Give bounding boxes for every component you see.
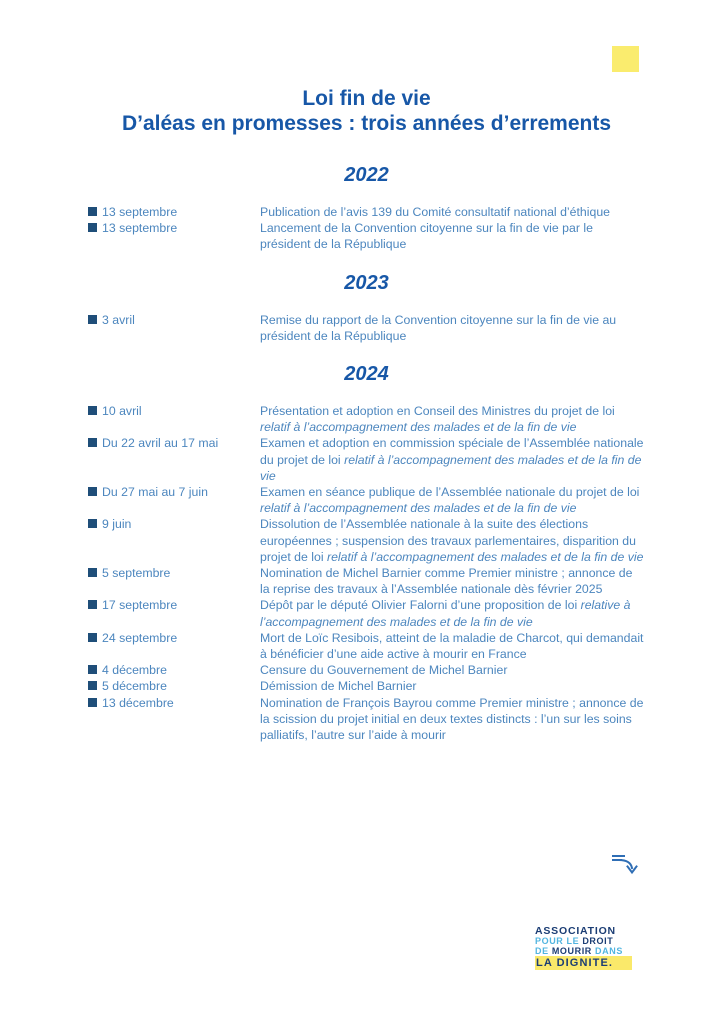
bullet-square-icon (88, 315, 97, 324)
entry-date: 5 septembre (102, 566, 171, 581)
entry-date-cell (88, 516, 260, 565)
bullet-square-icon (88, 223, 97, 232)
logo-text-light: DANS (595, 946, 623, 956)
bullet-square-icon (88, 438, 97, 447)
timeline-2022 (88, 204, 645, 253)
entry-description (260, 678, 645, 694)
entry-date-cell (88, 678, 260, 694)
entry-date: 13 décembre (102, 695, 174, 710)
entry-date: 24 septembre (102, 630, 178, 645)
timeline-entry (88, 695, 645, 744)
entry-date-cell (88, 220, 260, 252)
description-text: Dissolution de l’Assemblée nationale à la suite des élections européennes ; suspension des travaux parlementaires, disparition du projet de loi (260, 517, 636, 564)
entry-description (260, 516, 645, 565)
timeline-entry (88, 204, 645, 220)
entry-description (260, 630, 645, 662)
entry-date: Du 22 avril au 17 mai (102, 436, 219, 451)
logo-text-light: DE (535, 946, 549, 956)
bullet-square-icon (88, 681, 97, 690)
description-text: Examen en séance publique de l’Assemblée nationale du projet de loi (260, 485, 640, 500)
description-text: Remise du rapport de la Convention citoyenne sur la fin de vie au président de la République (260, 312, 617, 343)
logo-line-1: ASSOCIATION (535, 925, 616, 937)
entry-date: 13 septembre (102, 221, 178, 236)
bullet-square-icon (88, 207, 97, 216)
entry-date: 4 décembre (102, 663, 167, 678)
entry-date: 5 décembre (102, 679, 167, 694)
entry-description (260, 484, 645, 516)
entry-date: 3 avril (102, 312, 135, 327)
entry-date-cell (88, 662, 260, 678)
page-continuation-arrow-icon (610, 850, 642, 878)
entry-date-cell (88, 565, 260, 597)
logo-line-2 (535, 936, 632, 946)
timeline-entry (88, 630, 645, 662)
timeline-entry (88, 662, 645, 678)
description-text: Mort de Loïc Resibois, atteint de la maladie de Charcot, qui demandait à bénéficier d’une aide active à mourir en France (260, 630, 644, 662)
description-italic-text: relatif à l’accompagnement des malades et de la fin de vie (327, 549, 644, 564)
timeline-entry (88, 435, 645, 484)
timeline-entry (88, 678, 645, 694)
bullet-square-icon (88, 406, 97, 415)
description-italic-text: relative à l’accompagnement des malades et de la fin de vie (260, 598, 631, 629)
entry-date: 13 septembre (102, 205, 178, 219)
document-content (88, 0, 645, 743)
timeline-entry (88, 565, 645, 597)
admd-logo (535, 926, 632, 970)
title-line-1: Loi fin de vie (302, 87, 431, 110)
logo-line-4: LA DIGNITE. (535, 956, 632, 970)
entry-date: 10 avril (102, 404, 142, 419)
entry-date-cell (88, 695, 260, 744)
entry-date-cell (88, 630, 260, 662)
entry-description (260, 597, 645, 629)
bullet-square-icon (88, 600, 97, 609)
bullet-square-icon (88, 568, 97, 577)
description-italic-text: relatif à l’accompagnement des malades et de la fin de vie (260, 501, 577, 516)
entry-date-cell (88, 597, 260, 629)
timeline-2023 (88, 312, 645, 344)
entry-date-cell (88, 312, 260, 344)
bullet-square-icon (88, 665, 97, 674)
entry-date: 17 septembre (102, 598, 178, 613)
entry-date-cell (88, 435, 260, 484)
logo-text-dark: MOURIR (551, 946, 592, 956)
description-italic-text: relatif à l’accompagnement des malades et de la fin de vie (260, 420, 577, 435)
logo-text-dark: DROIT (582, 936, 614, 946)
entry-date-cell (88, 204, 260, 220)
entry-date-cell (88, 484, 260, 516)
entry-date: 9 juin (102, 517, 132, 532)
timeline-entry (88, 484, 645, 516)
timeline-entry (88, 516, 645, 565)
logo-text-light: POUR LE (535, 936, 580, 946)
description-text: Nomination de Michel Barnier comme Premier ministre ; annonce de la reprise des travaux à l’Assemblée nationale dès février 2025 (260, 566, 633, 597)
entry-description (260, 565, 645, 597)
entry-description (260, 662, 645, 678)
bullet-square-icon (88, 633, 97, 642)
entry-description (260, 435, 645, 484)
entry-description (260, 220, 645, 252)
timeline-2024 (88, 403, 645, 743)
description-text: Présentation et adoption en Conseil des Ministres du projet de loi (260, 404, 615, 419)
bullet-square-icon (88, 487, 97, 496)
entry-description (260, 403, 645, 435)
bullet-square-icon (88, 519, 97, 528)
description-italic-text: relatif à l’accompagnement des malades et de la fin de vie (260, 452, 642, 483)
year-heading-2023: 2023 (344, 271, 389, 294)
entry-date-cell (88, 403, 260, 435)
description-text: Examen et adoption en commission spéciale de l’Assemblée nationale du projet de loi (260, 436, 644, 467)
page-title (88, 86, 645, 136)
timeline-entry (88, 312, 645, 344)
year-heading-2022: 2022 (344, 164, 389, 186)
bullet-square-icon (88, 698, 97, 707)
description-text: Nomination de François Bayrou comme Premier ministre ; annonce de la scission du projet initial en deux textes distincts : l’un sur les soins palliatifs, l’autre sur l’aide à mourir (260, 695, 644, 743)
description-text: Démission de Michel Barnier (260, 679, 417, 694)
timeline-entry (88, 403, 645, 435)
description-text: Publication de l’avis 139 du Comité consultatif national d’éthique (260, 205, 610, 219)
logo-line-3 (535, 946, 632, 956)
entry-description (260, 312, 645, 344)
description-text: Dépôt par le député Olivier Falorni d’une proposition de loi (260, 598, 581, 613)
year-heading-2024: 2024 (344, 363, 389, 386)
entry-description (260, 204, 645, 220)
description-text: Lancement de la Convention citoyenne sur la fin de vie par le président de la République (260, 221, 593, 252)
description-text: Censure du Gouvernement de Michel Barnier (260, 663, 508, 678)
timeline-entry (88, 220, 645, 252)
timeline-entry (88, 597, 645, 629)
entry-date: Du 27 mai au 7 juin (102, 485, 208, 500)
entry-description (260, 695, 645, 744)
title-line-2: D’aléas en promesses : trois années d’errements (121, 112, 612, 135)
